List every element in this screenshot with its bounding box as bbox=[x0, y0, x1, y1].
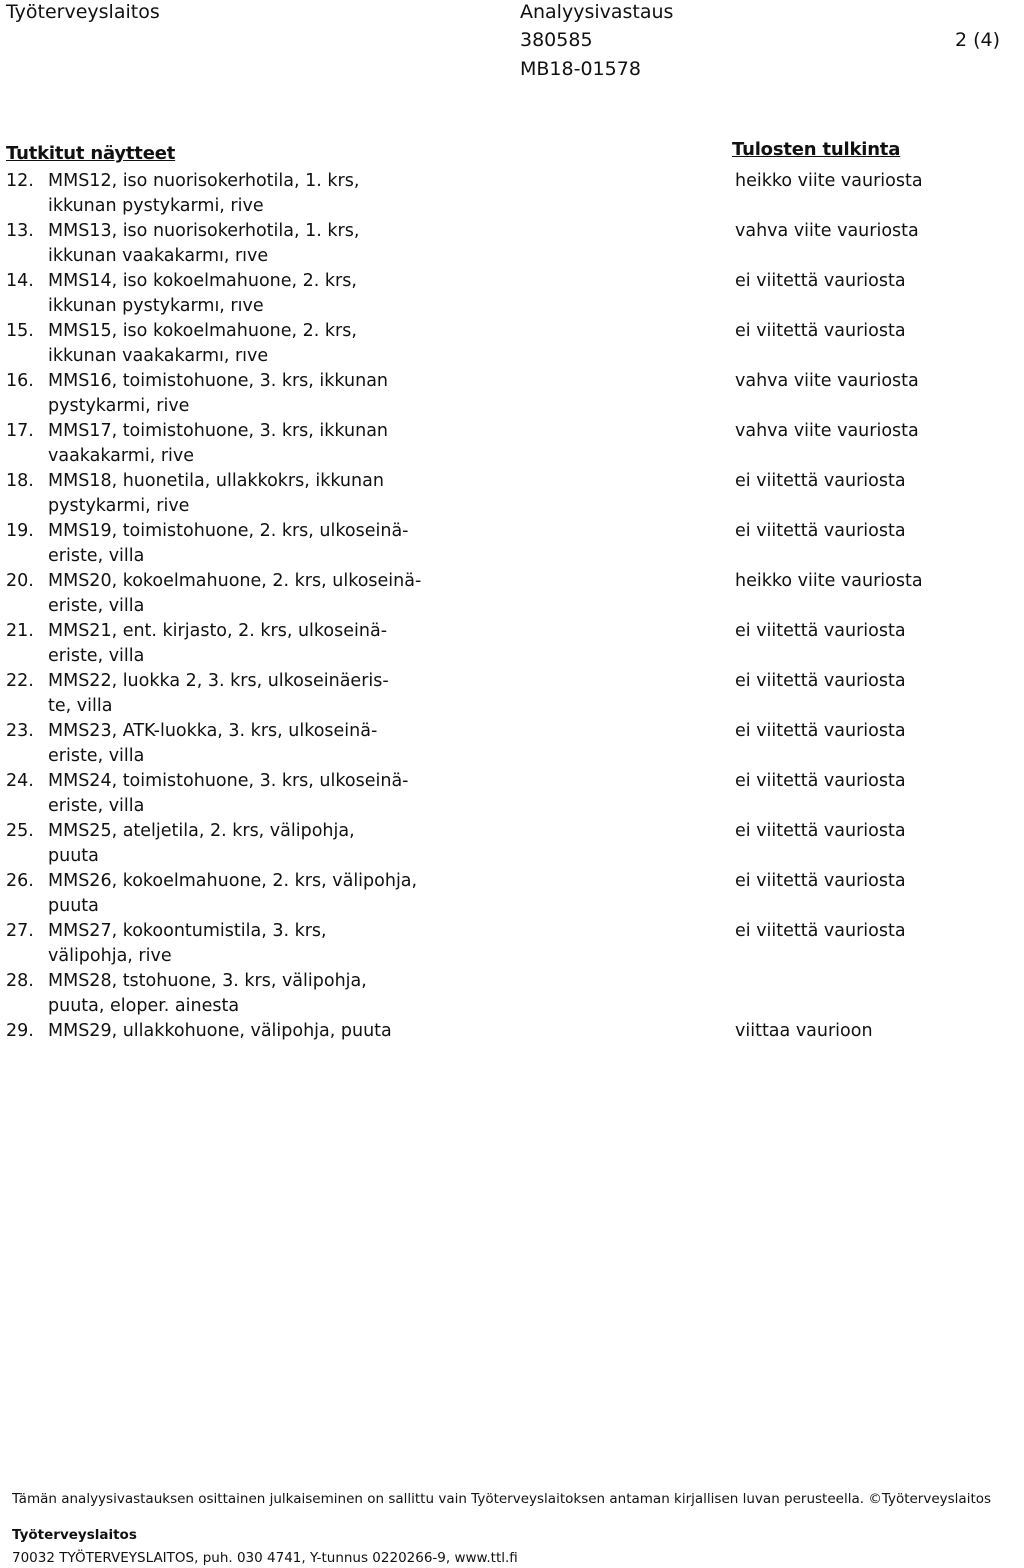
sample-number: 23. bbox=[6, 721, 34, 741]
sample-number: 26. bbox=[6, 871, 34, 891]
sample-row bbox=[6, 769, 906, 819]
sample-description: MMS23, ATK-luokka, 3. krs, ulkoseinä- eriste, villa bbox=[48, 721, 378, 766]
sample-number: 22. bbox=[6, 671, 34, 691]
sample-result: ei viitettä vauriosta bbox=[735, 521, 906, 541]
sample-result: vahva viite vauriosta bbox=[735, 421, 919, 441]
sample-description: MMS13, iso nuorisokerhotila, 1. krs, ikkunan vaakakarmı, rıve bbox=[48, 221, 360, 266]
sample-result: heikko viite vauriosta bbox=[735, 171, 923, 191]
sample-number: 20. bbox=[6, 571, 34, 591]
results-title: Tulosten tulkinta bbox=[732, 139, 901, 160]
sample-row bbox=[6, 619, 906, 669]
sample-number: 12. bbox=[6, 171, 34, 191]
sample-row bbox=[6, 919, 906, 969]
sample-row bbox=[6, 719, 906, 769]
sample-result: ei viitettä vauriosta bbox=[735, 471, 906, 491]
sample-description: MMS22, luokka 2, 3. krs, ulkoseinäeris- te, villa bbox=[48, 671, 389, 716]
sample-result: ei viitettä vauriosta bbox=[735, 621, 906, 641]
sample-row bbox=[6, 219, 919, 269]
sample-result: ei viitettä vauriosta bbox=[735, 721, 906, 741]
sample-description: MMS21, ent. kirjasto, 2. krs, ulkoseinä- eriste, villa bbox=[48, 621, 388, 666]
samples-title: Tutkitut näytteet bbox=[6, 143, 176, 164]
sample-description: MMS26, kokoelmahuone, 2. krs, välipohja, puuta bbox=[48, 871, 418, 916]
sample-row bbox=[6, 669, 906, 719]
sample-description: MMS25, ateljetila, 2. krs, välipohja, puuta bbox=[48, 821, 355, 866]
sample-number: 19. bbox=[6, 521, 34, 541]
sample-description: MMS14, iso kokoelmahuone, 2. krs, ikkunan pystykarmı, rıve bbox=[48, 271, 357, 316]
doc-type: Analyysivastaus bbox=[520, 1, 674, 23]
sample-result: heikko viite vauriosta bbox=[735, 571, 923, 591]
footer-address: 70032 TYÖTERVEYSLAITOS, puh. 030 4741, Y-tunnus 0220266-9, www.ttl.fi bbox=[12, 1550, 518, 1566]
sample-description: MMS20, kokoelmahuone, 2. krs, ulkoseinä- eriste, villa bbox=[48, 571, 422, 616]
sample-result: viittaa vaurioon bbox=[735, 1021, 873, 1041]
sample-result: ei viitettä vauriosta bbox=[735, 271, 906, 291]
sample-row bbox=[6, 969, 706, 1019]
sample-row bbox=[6, 369, 919, 419]
sample-row bbox=[6, 469, 906, 519]
sample-description: MMS17, toimistohuone, 3. krs, ikkunan vaakakarmi, rive bbox=[48, 421, 389, 466]
sample-description: MMS28, tstohuone, 3. krs, välipohja, puuta, eloper. ainesta bbox=[48, 971, 367, 1016]
sample-number: 24. bbox=[6, 771, 34, 791]
page-number: 2 (4) bbox=[955, 29, 1001, 51]
sample-row bbox=[6, 1019, 873, 1069]
sample-number: 29. bbox=[6, 1021, 34, 1041]
sample-description: MMS18, huonetila, ullakkokrs, ikkunan pystykarmi, rive bbox=[48, 471, 384, 516]
sample-description: MMS19, toimistohuone, 2. krs, ulkoseinä- eriste, villa bbox=[48, 521, 409, 566]
sample-description: MMS27, kokoontumistila, 3. krs, välipohja, rive bbox=[48, 921, 327, 966]
sample-result: ei viitettä vauriosta bbox=[735, 921, 906, 941]
sample-number: 27. bbox=[6, 921, 34, 941]
sample-result: ei viitettä vauriosta bbox=[735, 671, 906, 691]
doc-number: 380585 bbox=[520, 29, 593, 51]
case-id: MB18-01578 bbox=[520, 58, 641, 80]
sample-number: 17. bbox=[6, 421, 34, 441]
sample-number: 18. bbox=[6, 471, 34, 491]
sample-result: ei viitettä vauriosta bbox=[735, 871, 906, 891]
sample-row bbox=[6, 519, 906, 569]
sample-row bbox=[6, 319, 906, 369]
sample-result: vahva viite vauriosta bbox=[735, 371, 919, 391]
sample-number: 16. bbox=[6, 371, 34, 391]
sample-row bbox=[6, 569, 923, 619]
sample-row bbox=[6, 169, 923, 219]
sample-result: ei viitettä vauriosta bbox=[735, 821, 906, 841]
sample-number: 25. bbox=[6, 821, 34, 841]
sample-description: MMS16, toimistohuone, 3. krs, ikkunan pystykarmi, rive bbox=[48, 371, 389, 416]
sample-row bbox=[6, 419, 919, 469]
sample-result: ei viitettä vauriosta bbox=[735, 321, 906, 341]
sample-row bbox=[6, 269, 906, 319]
samples-list bbox=[6, 169, 923, 1069]
footer-org: Työterveyslaitos bbox=[12, 1527, 137, 1543]
sample-result: ei viitettä vauriosta bbox=[735, 771, 906, 791]
footer-disclaimer: Tämän analyysivastauksen osittainen julkaiseminen on sallittu vain Työterveyslaitoksen antaman kirjallisen luvan perusteella. ©Työterveyslaitos bbox=[12, 1491, 992, 1507]
sample-number: 28. bbox=[6, 971, 34, 991]
sample-number: 14. bbox=[6, 271, 34, 291]
sample-row bbox=[6, 869, 906, 919]
sample-description: MMS12, iso nuorisokerhotila, 1. krs, ikkunan pystykarmi, rive bbox=[48, 171, 360, 216]
sample-number: 13. bbox=[6, 221, 34, 241]
sample-description: MMS29, ullakkohuone, välipohja, puuta bbox=[48, 1021, 392, 1041]
sample-description: MMS15, iso kokoelmahuone, 2. krs, ikkunan vaakakarmı, rıve bbox=[48, 321, 357, 366]
org-name: Työterveyslaitos bbox=[6, 1, 160, 23]
sample-number: 15. bbox=[6, 321, 34, 341]
sample-result: vahva viite vauriosta bbox=[735, 221, 919, 241]
sample-description: MMS24, toimistohuone, 3. krs, ulkoseinä- eriste, villa bbox=[48, 771, 409, 816]
sample-row bbox=[6, 819, 906, 869]
sample-number: 21. bbox=[6, 621, 34, 641]
